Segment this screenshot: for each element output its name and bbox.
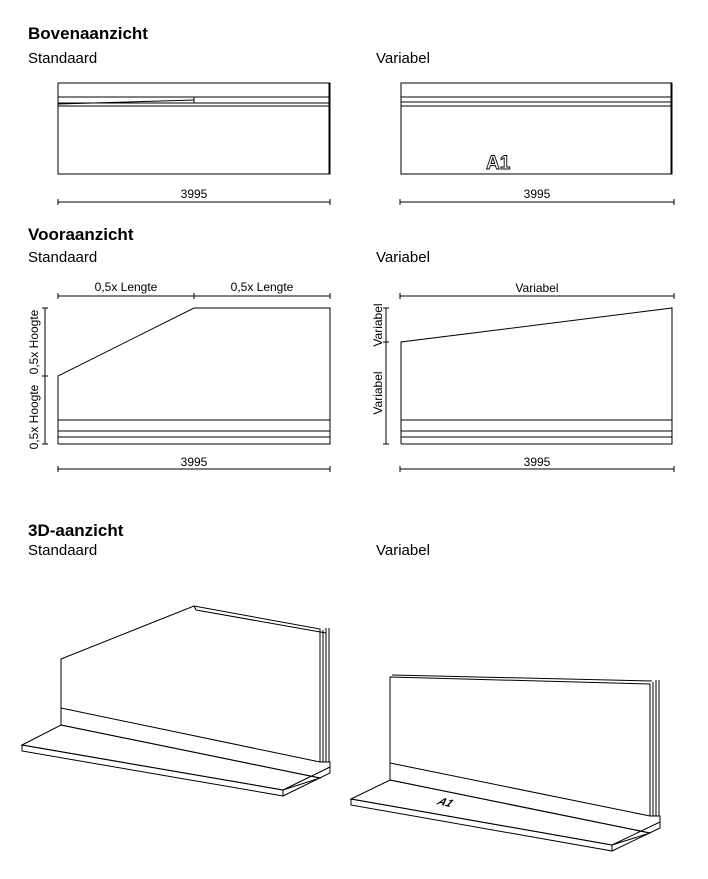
half-height-label-bottom: 0,5x Hoogte [27, 384, 41, 450]
front-view-standard-label: Standaard [28, 249, 98, 266]
top-view-title: Bovenaanzicht [28, 24, 148, 43]
iso-view-title: 3D-aanzicht [28, 521, 124, 540]
front-standard-length-text: 3995 [180, 455, 208, 469]
top-view-standard-label: Standaard [28, 50, 98, 67]
iso-view-standard-label: Standaard [28, 542, 98, 559]
front-view-title: Vooraanzicht [28, 225, 134, 244]
front-variable-height-bottom-text: Variabel [371, 371, 385, 415]
top-standard-length-text: 3995 [180, 187, 208, 201]
iso-view-variable [351, 675, 660, 851]
front-view-standard [58, 308, 330, 444]
front-view-variable-dimensions [383, 293, 674, 472]
front-variable-length-text: 3995 [523, 455, 551, 469]
top-variable-length-text: 3995 [523, 187, 551, 201]
top-view-variable-label: Variabel [376, 50, 430, 67]
iso-view-variable-label: Variabel [376, 542, 430, 559]
front-variable-height-top-text: Variabel [371, 303, 385, 347]
top-view-standard [58, 83, 330, 174]
half-length-label-left: 0,5x Lengte [94, 280, 158, 294]
front-variable-width-text: Variabel [515, 281, 559, 295]
front-view-variable-label: Variabel [376, 249, 430, 266]
iso-variable-a1-marking: A1 [433, 795, 458, 810]
half-height-label-top: 0,5x Hoogte [27, 309, 41, 375]
front-view-variable [401, 308, 672, 444]
front-view-standard-dimensions [42, 293, 330, 472]
top-variable-a1-marking: A1 [486, 153, 511, 174]
half-length-label-right: 0,5x Lengte [230, 280, 294, 294]
iso-view-standard [22, 606, 330, 796]
top-view-variable [401, 83, 672, 174]
